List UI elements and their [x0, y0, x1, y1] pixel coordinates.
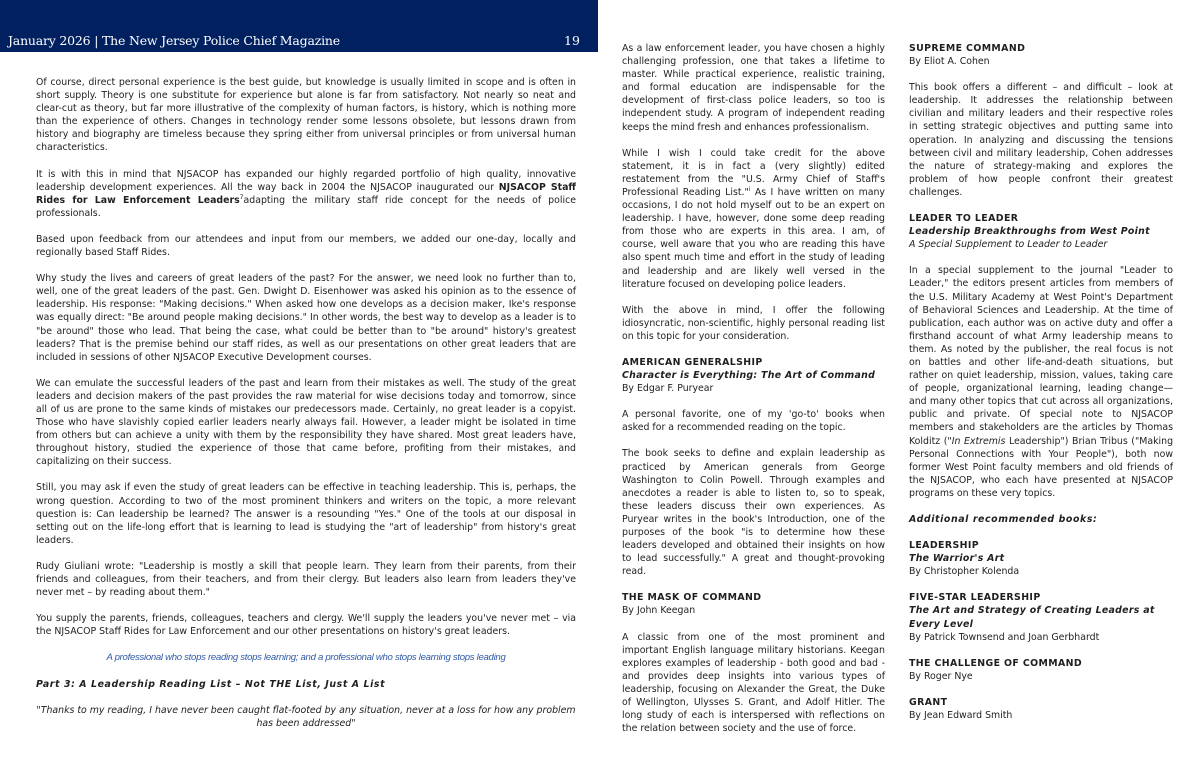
footnote-ref[interactable]: i [748, 185, 751, 193]
staff-rides-program-name: NJSACOP Staff Rides for Law Enforcement Leaders [36, 181, 577, 206]
book-category: LEADERSHIP [909, 540, 979, 552]
book-entry [909, 539, 1173, 578]
right-article-column [909, 42, 1173, 735]
book-category: LEADER TO LEADER [909, 213, 1019, 225]
book-author: By Eliot A. Cohen [909, 56, 990, 68]
book-category: GRANT [909, 696, 948, 708]
book-category: SUPREME COMMAND [909, 43, 1026, 54]
book-subtitle: A Special Supplement to Leader to Leader [909, 239, 1108, 251]
book-title: The Warrior's Art [909, 553, 1005, 565]
paragraph: As a law enforcement leader, you have chosen a highly challenging profession, one that takes a lifetime to master. While practical experience, realistic training, and formal education are indispensable for the development of first-class police leaders, so too is independent study. A program of independent reading keeps the mind fresh and enhances professionalism. [622, 43, 885, 133]
book-description: This book offers a different – and difficult – look at leadership. It addresses the relationship between civilian and military leaders and their respective roles in setting strategic objectives and putting same into operation. In analyzing and discussing the tensions between civil and military leadership, Cohen addresses the nature of strategy-making and explores the problem of how people confront their greatest challenges. [909, 82, 1173, 198]
book-title: Leadership Breakthroughs from West Point [909, 226, 1150, 238]
paragraph: Why study the lives and careers of great leaders of the past? For the answer, we need look no further than to, well, one of the great leaders of the past. Gen. Dwight D. Eisenhower was asked his opinion as to the essence of leadership. His response: "Making decisions." When asked how one develops as a decision maker, Ike's response was equally direct: "Be around people making decisions." In other words, the best way to develop as a leader is to "be around" those who lead. That being the case, what could be better than to "be around" history's greatest leaders? That is the premise behind our staff rides, as well as our presentations on other great leaders that are included in sessions of other NJSACOP Executive Development courses. [36, 273, 576, 363]
paragraph: Rudy Giuliani wrote: "Leadership is mostly a skill that people learn. They learn from their parents, from their friends and colleagues, from their teachers, and from their clergy. But leaders also learn from leaders they've never met – by reading about them." [36, 560, 576, 599]
book-entry [909, 657, 1173, 683]
middle-article-column [622, 42, 885, 748]
book-entry [909, 212, 1173, 251]
book-description: A personal favorite, one of my 'go-to' books when asked for a recommended reading on the topic. [622, 409, 885, 434]
paragraph: Based upon feedback from our attendees and input from our members, we added our one-day, locally and regionally based Staff Rides. [36, 233, 576, 259]
book-entry [909, 591, 1173, 643]
section-heading: Part 3: A Leadership Reading List – Not THE List, Just A List [36, 679, 386, 691]
book-author: By Patrick Townsend and Joan Gerbhardt [909, 631, 1100, 643]
paragraph: We can emulate the successful leaders of the past and learn from their mistakes as well. The study of the great leaders and decision makers of the past provides the raw material for wise decisions today and tomorrow, since all of us are prone to the same kinds of mistakes our predecessors made. Certainly, no great leader is a copyist. Those who have slavishly copied earlier leaders nearly always fail. However, a leader might be isolated in time from others but can achieve a unity with them by the responsibility they have shared. Most great leaders have, throughout history, studied the experience of those that came before, profiting from their mistakes, and capitalizing on their success. [36, 377, 576, 468]
paragraph: You supply the parents, friends, colleagues, teachers and clergy. We'll supply the leaders you've never met – via the NJSACOP Staff Rides for Law Enforcement and our other presentations on history's great leaders. [36, 613, 576, 638]
book-author: By Jean Edward Smith [909, 710, 1013, 722]
epigraph-quote: "Thanks to my reading, I have never been caught flat-footed by any situation, never at a loss for how any problem has been addressed" [36, 704, 576, 729]
book-category: AMERICAN GENERALSHIP [622, 356, 763, 368]
book-entry [622, 356, 885, 395]
paragraph: Of course, direct personal experience is the best guide, but knowledge is usually limited in scope and is often in short supply. Theory is one substitute for experience but alone is far from satisfactory. Not nearly so neat and clear-cut as theory, but far more illustrative of the complexity of human factors, is history, which is nothing more than the experience of others. Changes in technology render some lessons obsolete, but lessons drawn from history and biography are timeless because they spring either from universal principles or from universal human characteristics. [36, 77, 576, 154]
magazine-issue-title: January 2026 | The New Jersey Police Chief Magazine [8, 33, 340, 48]
pull-quote: A professional who stops reading stops learning; and a professional who stops learning stops leading [106, 652, 506, 664]
page-number: 19 [564, 33, 580, 48]
book-entry [909, 696, 1173, 722]
magazine-header-band [0, 0, 598, 52]
book-category: FIVE-STAR LEADERSHIP [909, 592, 1041, 604]
book-category: THE MASK OF COMMAND [622, 592, 762, 604]
left-article-column [36, 76, 576, 730]
book-category: THE CHALLENGE OF COMMAND [909, 657, 1083, 669]
book-description: A classic from one of the most prominent and important English language military historians. Keegan explores examples of leadership - both good and bad - and provides deep insights into various types of leadership, focusing on Alexander the Great, the Duke of Wellington, Ulysses S. Grant, and Adolf Hitler. The long study of each is interspersed with reflections on the relation between society and the use of force. [622, 631, 885, 735]
book-title: The Art and Strategy of Creating Leaders at Every Level [909, 605, 1155, 630]
paragraph: Still, you may ask if even the study of great leaders can be effective in teaching leadership. This is, perhaps, the wrong question. According to two of the most prominent thinkers and writers on the topic, a more relevant question is: Can leadership be learned? The answer is a resounding "Yes." One of the tools at our disposal in setting out on the life-long effort that is learning to lead is studying the "art of leadership" from history's great leaders. [36, 482, 576, 546]
book-author: By Edgar F. Puryear [622, 383, 714, 395]
book-entry [622, 591, 885, 617]
book-description: In a special supplement to the journal "Leader to Leader," the editors present articles from members of the U.S. Military Academy at West Point's Department of Behavioral Sciences and Leadership. At the time of publication, each author was on active duty and offer a firsthand account of what Army leadership means to them. As noted by the publisher, the real focus is not on battles and other life-and-death situations, but rather on quiet leadership, mission, values, taking care of people, organizational learning, leading change— and many other topics that cut across all organizations, public and private. Of special note to NJSACOP members and stakeholders are the articles by Thomas Kolditz ("In Extremis Leadership") Brian Tribus ("Making Personal Connections with Your People"), both now former West Point faculty members and old friends of the NJSACOP, who each have presented at NJSACOP programs on these very topics. [909, 265, 1174, 499]
additional-books-heading: Additional recommended books: [909, 514, 1098, 525]
paragraph: It is with this in mind that NJSACOP has expanded our highly regarded portfolio of high quality, innovative leadership development experiences. All the way back in 2004 the NJSACOP inaugurated our NJSACOP Staff Rides for Law Enforcement Leaders$^7$adapting the military staff ride concept for the needs of police professionals. [36, 168, 577, 219]
book-author: By Christopher Kolenda [909, 566, 1020, 578]
book-description: The book seeks to define and explain leadership as practiced by American generals from George Washington to Colin Powell. Through examples and anecdotes a reader is able to listen to, so to speak, these leaders discuss their own experiences. As Puryear writes in the book's Introduction, one of the purposes of the book "is to determine how these leaders developed and obtained their insights on how to lead successfully." A great and thought-provoking read. [622, 448, 885, 578]
paragraph: With the above in mind, I offer the following idiosyncratic, non-scientific, highly personal reading list on this topic for your consideration. [622, 304, 885, 342]
book-author: By John Keegan [622, 605, 696, 617]
book-title: Character is Everything: The Art of Command [622, 370, 876, 382]
book-entry [909, 42, 1173, 68]
paragraph: While I wish I could take credit for the above statement, it is in fact a (very slightly) edited restatement from the "U.S. Army Chief of Staff's Professional Reading List."$^i$ As I have written on many occasions, I do not hold myself out to be an expert on leadership. I have, however, done some deep reading from those who are experts in this area. I am, of course, well aware that you who are reading this have also spent much time and effort in the study of leading and leadership and are likely well versed in the literature focused on developing police leaders. [622, 147, 885, 290]
footnote-ref[interactable]: 7 [239, 193, 244, 201]
book-author: By Roger Nye [909, 670, 973, 682]
